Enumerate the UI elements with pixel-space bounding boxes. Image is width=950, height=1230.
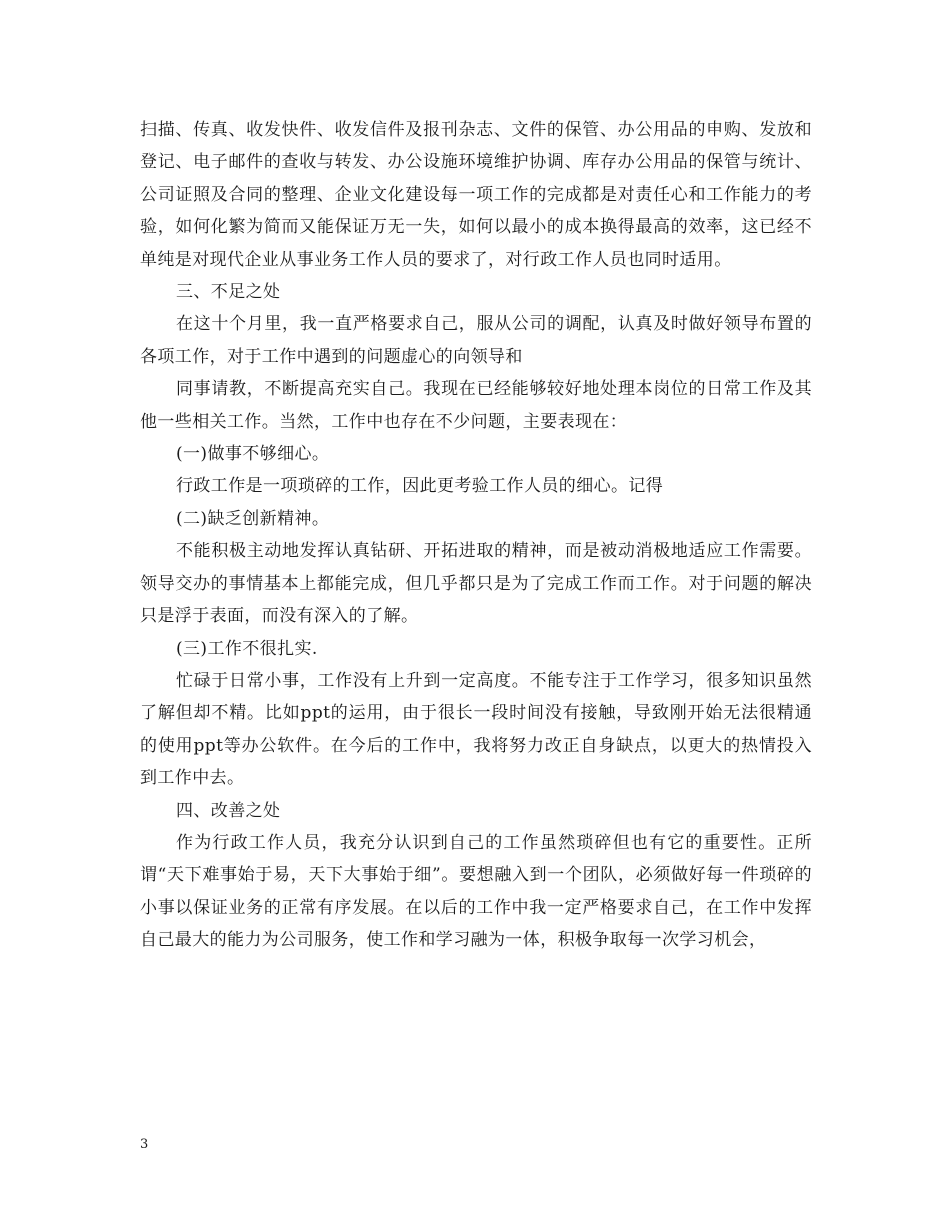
section-heading-shortcomings: 三、不足之处: [176, 282, 281, 303]
subheading-2: (二)缺乏创新精神。: [176, 508, 330, 529]
paragraph-4: 行政工作是一项琐碎的工作，因此更考验工作人员的细心。记得: [176, 476, 664, 497]
paragraph-7: 作为行政工作人员，我充分认识到自己的工作虽然琐碎但也有它的重要性。正所谓“天下难事始于易，天下大事始于细”。要想融入到一个团队，必须做好每一件琐碎的小事以保证业务的正常有序发展。在以后的工作中我一定严格要求自己，在工作中发挥自己最大的能力为公司服务，使工作和学习融为一体，积极争取每一次学习机会，: [140, 832, 812, 951]
document-body: [140, 114, 812, 957]
paragraph-5: 不能积极主动地发挥认真钻研、开拓进取的精神，而是被动消极地适应工作需要。领导交办的事情基本上都能完成，但几乎都只是为了完成工作而工作。对于问题的解决只是浮于表面，而没有深入的了解。: [140, 541, 812, 627]
section-heading-improvements: 四、改善之处: [176, 800, 281, 821]
page-number: 3: [140, 1137, 149, 1152]
paragraph-1: 扫描、传真、收发快件、收发信件及报刊杂志、文件的保管、办公用品的申购、发放和登记、电子邮件的查收与转发、办公设施环境维护协调、库存办公用品的保管与统计、公司证照及合同的整理、企业文化建设每一项工作的完成都是对责任心和工作能力的考验，如何化繁为简而又能保证万无一失，如何以最小的成本换得最高的效率，这已经不单纯是对现代企业从事业务工作人员的要求了，对行政工作人员也同时适用。: [140, 120, 812, 270]
subheading-3: (三)工作不很扎实.: [176, 638, 318, 659]
paragraph-2: 在这十个月里，我一直严格要求自己，服从公司的调配，认真及时做好领导布置的各项工作，对于工作中遇到的问题虚心的向领导和: [140, 314, 812, 367]
paragraph-3: 同事请教，不断提高充实自己。我现在已经能够较好地处理本岗位的日常工作及其他一些相关工作。当然，工作中也存在不少问题，主要表现在：: [140, 379, 812, 432]
paragraph-6: 忙碌于日常小事，工作没有上升到一定高度。不能专注于工作学习，很多知识虽然了解但却不精。比如ppt的运用，由于很长一段时间没有接触，导致刚开始无法很精通的使用ppt等办公软件。在今后的工作中，我将努力改正自身缺点，以更大的热情投入到工作中去。: [140, 670, 812, 789]
subheading-1: (一)做事不够细心。: [176, 444, 330, 465]
